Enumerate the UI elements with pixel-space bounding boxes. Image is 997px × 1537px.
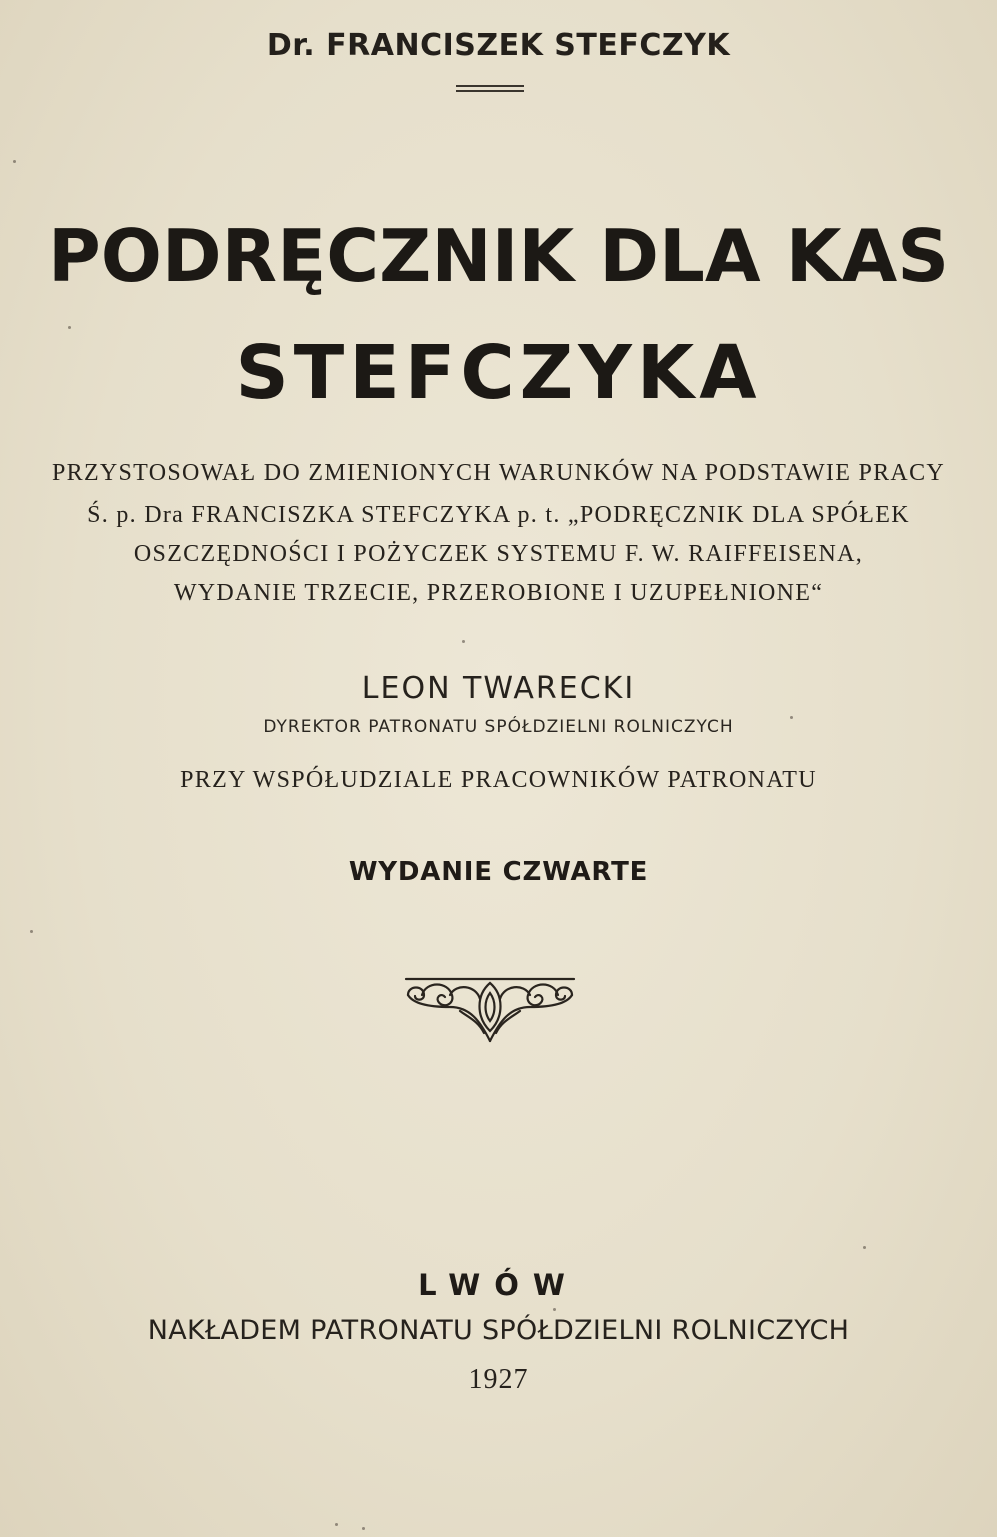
paper-speck — [30, 930, 33, 933]
imprint-city: LWÓW — [418, 1268, 579, 1302]
double-rule-top — [456, 85, 524, 87]
edition-label: WYDANIE CZWARTE — [348, 857, 649, 887]
subtitle-line-1: PRZYSTOSOWAŁ DO ZMIENIONYCH WARUNKÓW NA PODSTAWIE PRACY — [51, 460, 946, 486]
book-title-line-2: STEFCZYKA — [235, 330, 762, 416]
editor-role: DYREKTOR PATRONATU SPÓŁDZIELNI ROLNICZYCH — [263, 717, 734, 737]
paper-speck — [863, 1246, 866, 1249]
scroll-ornament-icon — [400, 965, 580, 1050]
imprint-publisher: NAKŁADEM PATRONATU SPÓŁDZIELNI ROLNICZYCH — [147, 1315, 850, 1346]
paper-speck — [13, 160, 16, 163]
collaboration-note: PRZY WSPÓŁUDZIALE PRACOWNIKÓW PATRONATU — [180, 767, 817, 793]
subtitle-line-3: OSZCZĘDNOŚCI I POŻYCZEK SYSTEMU F. W. RAIFFEISENA, — [133, 541, 864, 567]
imprint-year: 1927 — [468, 1364, 529, 1395]
paper-speck — [362, 1527, 365, 1530]
paper-speck — [335, 1523, 338, 1526]
paper-speck — [462, 640, 465, 643]
subtitle-line-2: Ś. p. Dra FRANCISZKA STEFCZYKA p. t. „PODRĘCZNIK DLA SPÓŁEK — [87, 502, 910, 528]
book-title-line-1: PODRĘCZNIK DLA KAS — [47, 214, 950, 298]
paper-speck — [553, 1308, 556, 1311]
paper-speck — [790, 716, 793, 719]
editor-name: LEON TWARECKI — [361, 671, 636, 706]
subtitle-line-4: WYDANIE TRZECIE, PRZEROBIONE I UZUPEŁNIONE“ — [173, 580, 824, 606]
double-rule-bottom — [456, 90, 524, 92]
paper-speck — [68, 326, 71, 329]
author-heading: Dr. FRANCISZEK STEFCZYK — [266, 28, 731, 63]
